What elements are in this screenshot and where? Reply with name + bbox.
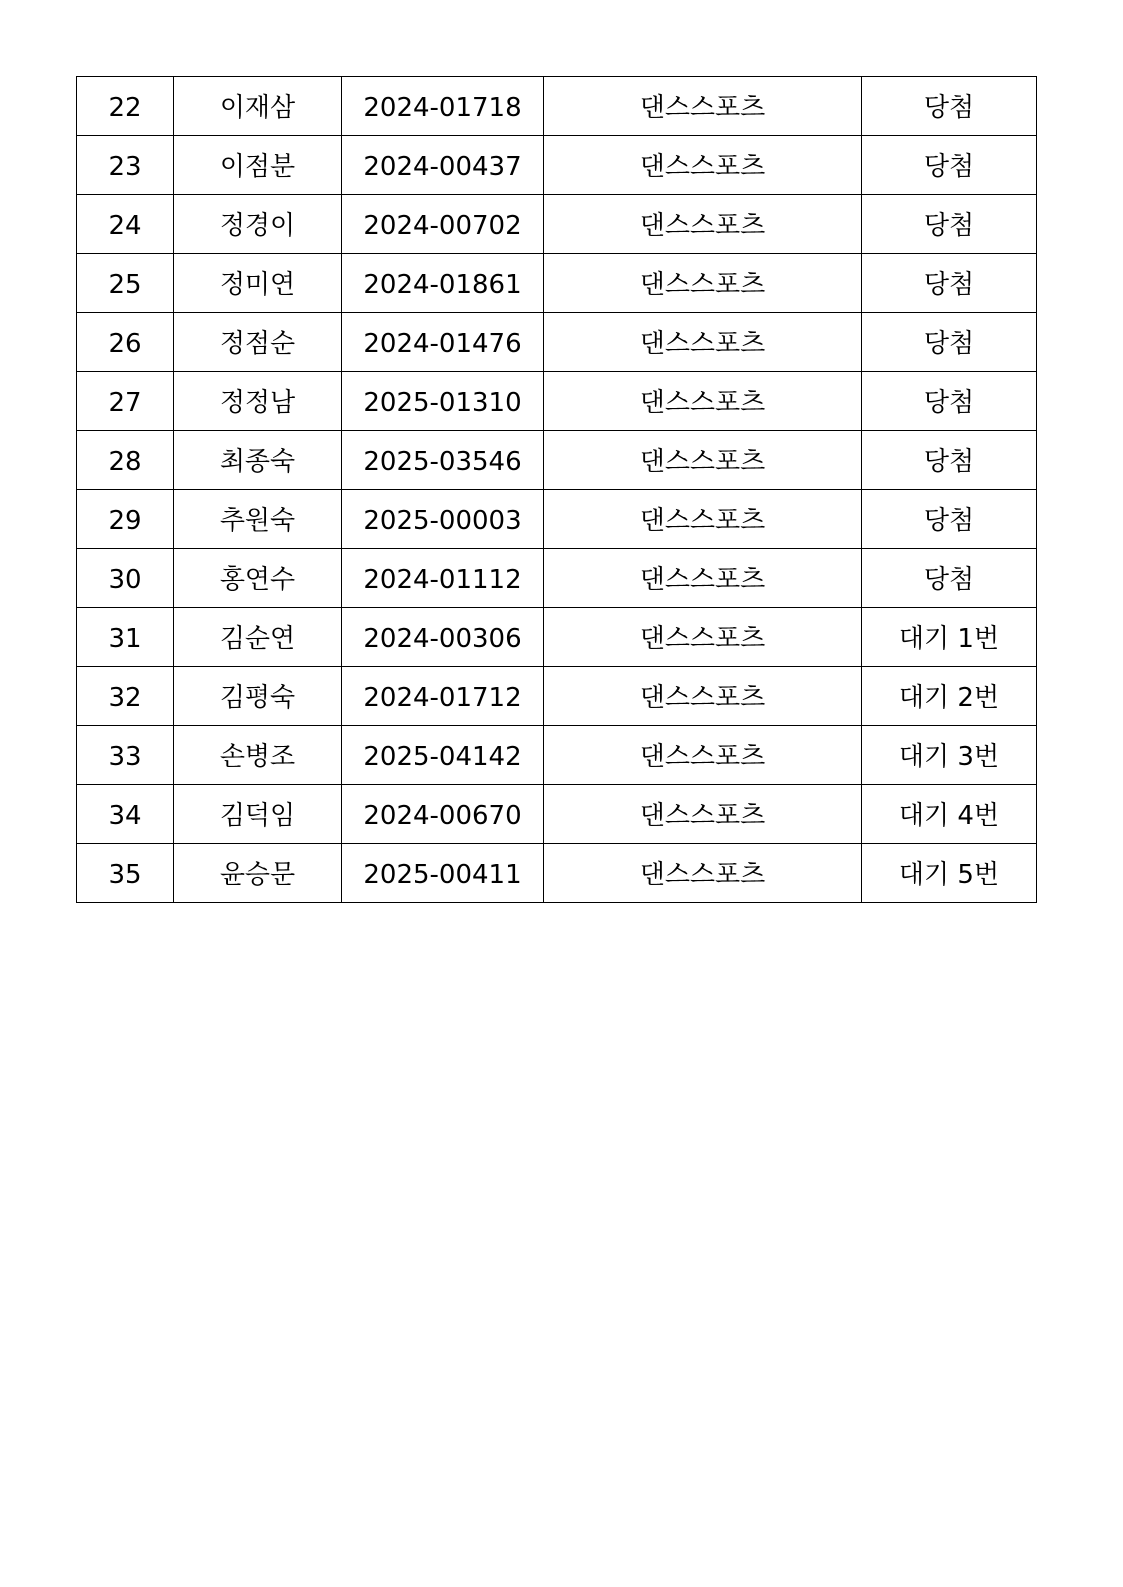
- name-cell: 추원숙: [174, 490, 342, 549]
- registration-id-cell: 2025-00003: [342, 490, 544, 549]
- row-number-cell: 33: [77, 726, 174, 785]
- row-number-cell: 31: [77, 608, 174, 667]
- program-cell: 댄스스포츠: [544, 77, 862, 136]
- table-row: [77, 726, 1037, 785]
- registration-id-cell: 2025-01310: [342, 372, 544, 431]
- result-cell: 당첨: [862, 372, 1037, 431]
- program-cell: 댄스스포츠: [544, 608, 862, 667]
- name-cell: 김순연: [174, 608, 342, 667]
- registration-id-cell: 2025-04142: [342, 726, 544, 785]
- row-number-cell: 22: [77, 77, 174, 136]
- registration-id-cell: 2024-01712: [342, 667, 544, 726]
- result-cell: 대기 2번: [862, 667, 1037, 726]
- name-cell: 정정남: [174, 372, 342, 431]
- table-row: [77, 254, 1037, 313]
- registration-id-cell: 2024-01861: [342, 254, 544, 313]
- table-row: [77, 785, 1037, 844]
- table-row: [77, 608, 1037, 667]
- result-cell: 대기 1번: [862, 608, 1037, 667]
- program-cell: 댄스스포츠: [544, 313, 862, 372]
- name-cell: 윤승문: [174, 844, 342, 903]
- program-cell: 댄스스포츠: [544, 195, 862, 254]
- registration-id-cell: 2024-00702: [342, 195, 544, 254]
- program-cell: 댄스스포츠: [544, 785, 862, 844]
- row-number-cell: 27: [77, 372, 174, 431]
- result-cell: 대기 5번: [862, 844, 1037, 903]
- table-row: [77, 844, 1037, 903]
- results-table-body: [77, 77, 1037, 903]
- registration-id-cell: 2024-01718: [342, 77, 544, 136]
- row-number-cell: 23: [77, 136, 174, 195]
- table-row: [77, 372, 1037, 431]
- registration-id-cell: 2024-00437: [342, 136, 544, 195]
- table-row: [77, 136, 1037, 195]
- name-cell: 이재삼: [174, 77, 342, 136]
- row-number-cell: 28: [77, 431, 174, 490]
- row-number-cell: 34: [77, 785, 174, 844]
- row-number-cell: 26: [77, 313, 174, 372]
- registration-id-cell: 2024-01112: [342, 549, 544, 608]
- registration-id-cell: 2025-00411: [342, 844, 544, 903]
- program-cell: 댄스스포츠: [544, 431, 862, 490]
- registration-id-cell: 2024-00670: [342, 785, 544, 844]
- result-cell: 당첨: [862, 313, 1037, 372]
- name-cell: 김평숙: [174, 667, 342, 726]
- program-cell: 댄스스포츠: [544, 844, 862, 903]
- result-cell: 당첨: [862, 431, 1037, 490]
- table-row: [77, 667, 1037, 726]
- name-cell: 손병조: [174, 726, 342, 785]
- name-cell: 홍연수: [174, 549, 342, 608]
- name-cell: 정경이: [174, 195, 342, 254]
- result-cell: 당첨: [862, 136, 1037, 195]
- table-row: [77, 195, 1037, 254]
- result-cell: 대기 4번: [862, 785, 1037, 844]
- result-cell: 당첨: [862, 254, 1037, 313]
- table-row: [77, 313, 1037, 372]
- row-number-cell: 24: [77, 195, 174, 254]
- program-cell: 댄스스포츠: [544, 667, 862, 726]
- row-number-cell: 25: [77, 254, 174, 313]
- results-table: [76, 76, 1037, 903]
- program-cell: 댄스스포츠: [544, 136, 862, 195]
- table-row: [77, 490, 1037, 549]
- program-cell: 댄스스포츠: [544, 726, 862, 785]
- program-cell: 댄스스포츠: [544, 549, 862, 608]
- name-cell: 최종숙: [174, 431, 342, 490]
- registration-id-cell: 2024-01476: [342, 313, 544, 372]
- result-cell: 당첨: [862, 77, 1037, 136]
- name-cell: 정점순: [174, 313, 342, 372]
- registration-id-cell: 2024-00306: [342, 608, 544, 667]
- result-cell: 대기 3번: [862, 726, 1037, 785]
- program-cell: 댄스스포츠: [544, 372, 862, 431]
- result-cell: 당첨: [862, 490, 1037, 549]
- name-cell: 이점분: [174, 136, 342, 195]
- name-cell: 정미연: [174, 254, 342, 313]
- table-row: [77, 431, 1037, 490]
- program-cell: 댄스스포츠: [544, 254, 862, 313]
- registration-id-cell: 2025-03546: [342, 431, 544, 490]
- table-row: [77, 77, 1037, 136]
- row-number-cell: 29: [77, 490, 174, 549]
- name-cell: 김덕임: [174, 785, 342, 844]
- table-row: [77, 549, 1037, 608]
- result-cell: 당첨: [862, 549, 1037, 608]
- program-cell: 댄스스포츠: [544, 490, 862, 549]
- row-number-cell: 30: [77, 549, 174, 608]
- row-number-cell: 35: [77, 844, 174, 903]
- result-cell: 당첨: [862, 195, 1037, 254]
- row-number-cell: 32: [77, 667, 174, 726]
